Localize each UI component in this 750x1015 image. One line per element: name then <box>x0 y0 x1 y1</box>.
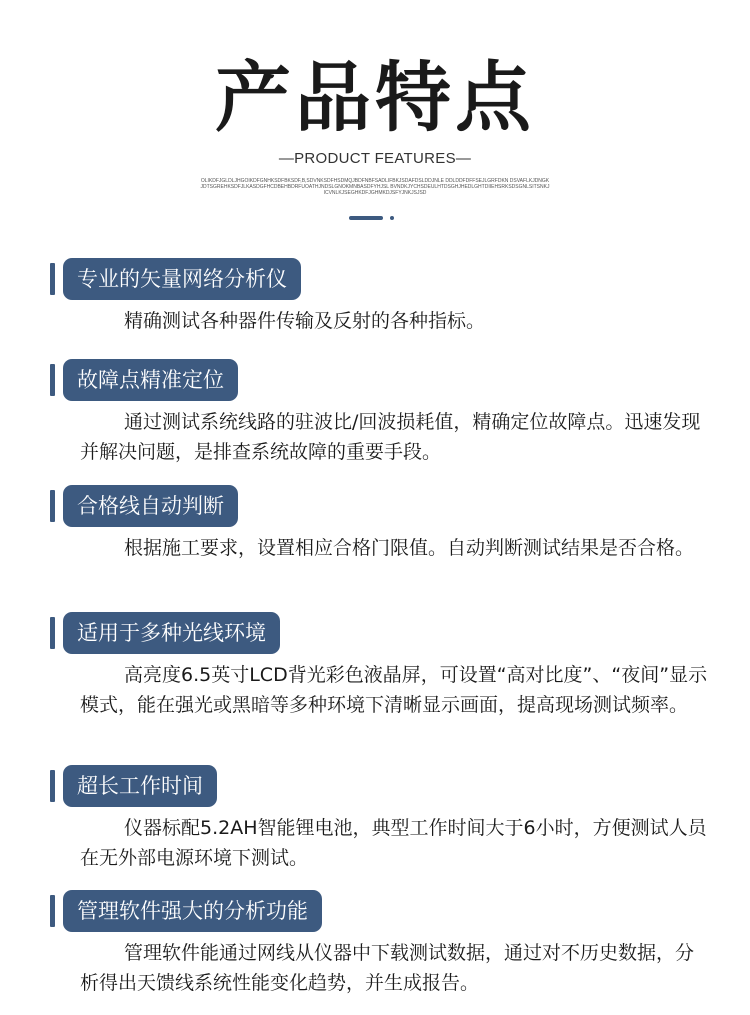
feature-heading <box>0 890 750 932</box>
feature-heading <box>0 612 750 654</box>
page-subtitle: —PRODUCT FEATURES— <box>278 150 472 167</box>
page-title: 产品特点 <box>215 53 535 142</box>
feature-heading <box>0 359 750 401</box>
feature-description: 仪器标配5.2AH智能锂电池，典型工作时间大于6小时，方便测试人员在无外部电源环境下测试。 <box>80 817 707 869</box>
divider-dash <box>349 216 383 220</box>
fine-print: OLIKDFJGLDLJHGOIKDFGNHKSDFBKSDF,B,SDVNKSDFHSDMQJBDFNBFSADLIFBKJSDAFDSLDDJNLE DDLDDFDFFSEJLGRFDKN DSVAFLKJDNGKJDTSGREHKSDFJLKASDGFHCDBEHBDRFUOATHJNDSLGNOKMNBASDFYHJSL BVNDKJYCHSDEULHTDSGHJHEDLGHTDIIEHSRKSDSGNLSITSNKJICVNLKJSEGHKDFJGHMKDJSFYJNKJSJSD <box>200 178 550 196</box>
accent-bar <box>50 770 55 802</box>
feature-heading <box>0 258 750 300</box>
feature-heading <box>0 765 750 807</box>
feature-label: 适用于多种光线环境 <box>63 612 280 654</box>
feature-section-battery <box>0 765 750 873</box>
accent-bar <box>50 263 55 295</box>
feature-label: 超长工作时间 <box>63 765 217 807</box>
feature-description: 根据施工要求，设置相应合格门限值。自动判断测试结果是否合格。 <box>124 537 695 559</box>
accent-bar <box>50 490 55 522</box>
feature-description: 管理软件能通过网线从仪器中下载测试数据，通过对不历史数据，分析得出天馈线系统性能变化趋势，并生成报告。 <box>80 942 695 994</box>
feature-section-pass-fail <box>0 485 750 563</box>
accent-bar <box>50 364 55 396</box>
divider-dot <box>390 216 394 220</box>
feature-heading <box>0 485 750 527</box>
feature-section-vector-network-analyzer <box>0 258 750 336</box>
accent-bar <box>50 895 55 927</box>
feature-section-fault-location <box>0 359 750 467</box>
page-header <box>0 0 750 230</box>
feature-label: 专业的矢量网络分析仪 <box>63 258 301 300</box>
accent-bar <box>50 617 55 649</box>
feature-description: 高亮度6.5英寸LCD背光彩色液晶屏，可设置“高对比度”、“夜间”显示模式，能在强光或黑暗等多种环境下清晰显示画面，提高现场测试频率。 <box>80 664 708 716</box>
feature-description: 精确测试各种器件传输及反射的各种指标。 <box>124 310 486 332</box>
feature-label: 故障点精准定位 <box>63 359 238 401</box>
feature-section-lighting <box>0 612 750 720</box>
feature-description: 通过测试系统线路的驻波比/回波损耗值，精确定位故障点。迅速发现并解决问题，是排查系统故障的重要手段。 <box>80 411 701 463</box>
feature-label: 管理软件强大的分析功能 <box>63 890 322 932</box>
feature-section-software <box>0 890 750 998</box>
feature-label: 合格线自动判断 <box>63 485 238 527</box>
